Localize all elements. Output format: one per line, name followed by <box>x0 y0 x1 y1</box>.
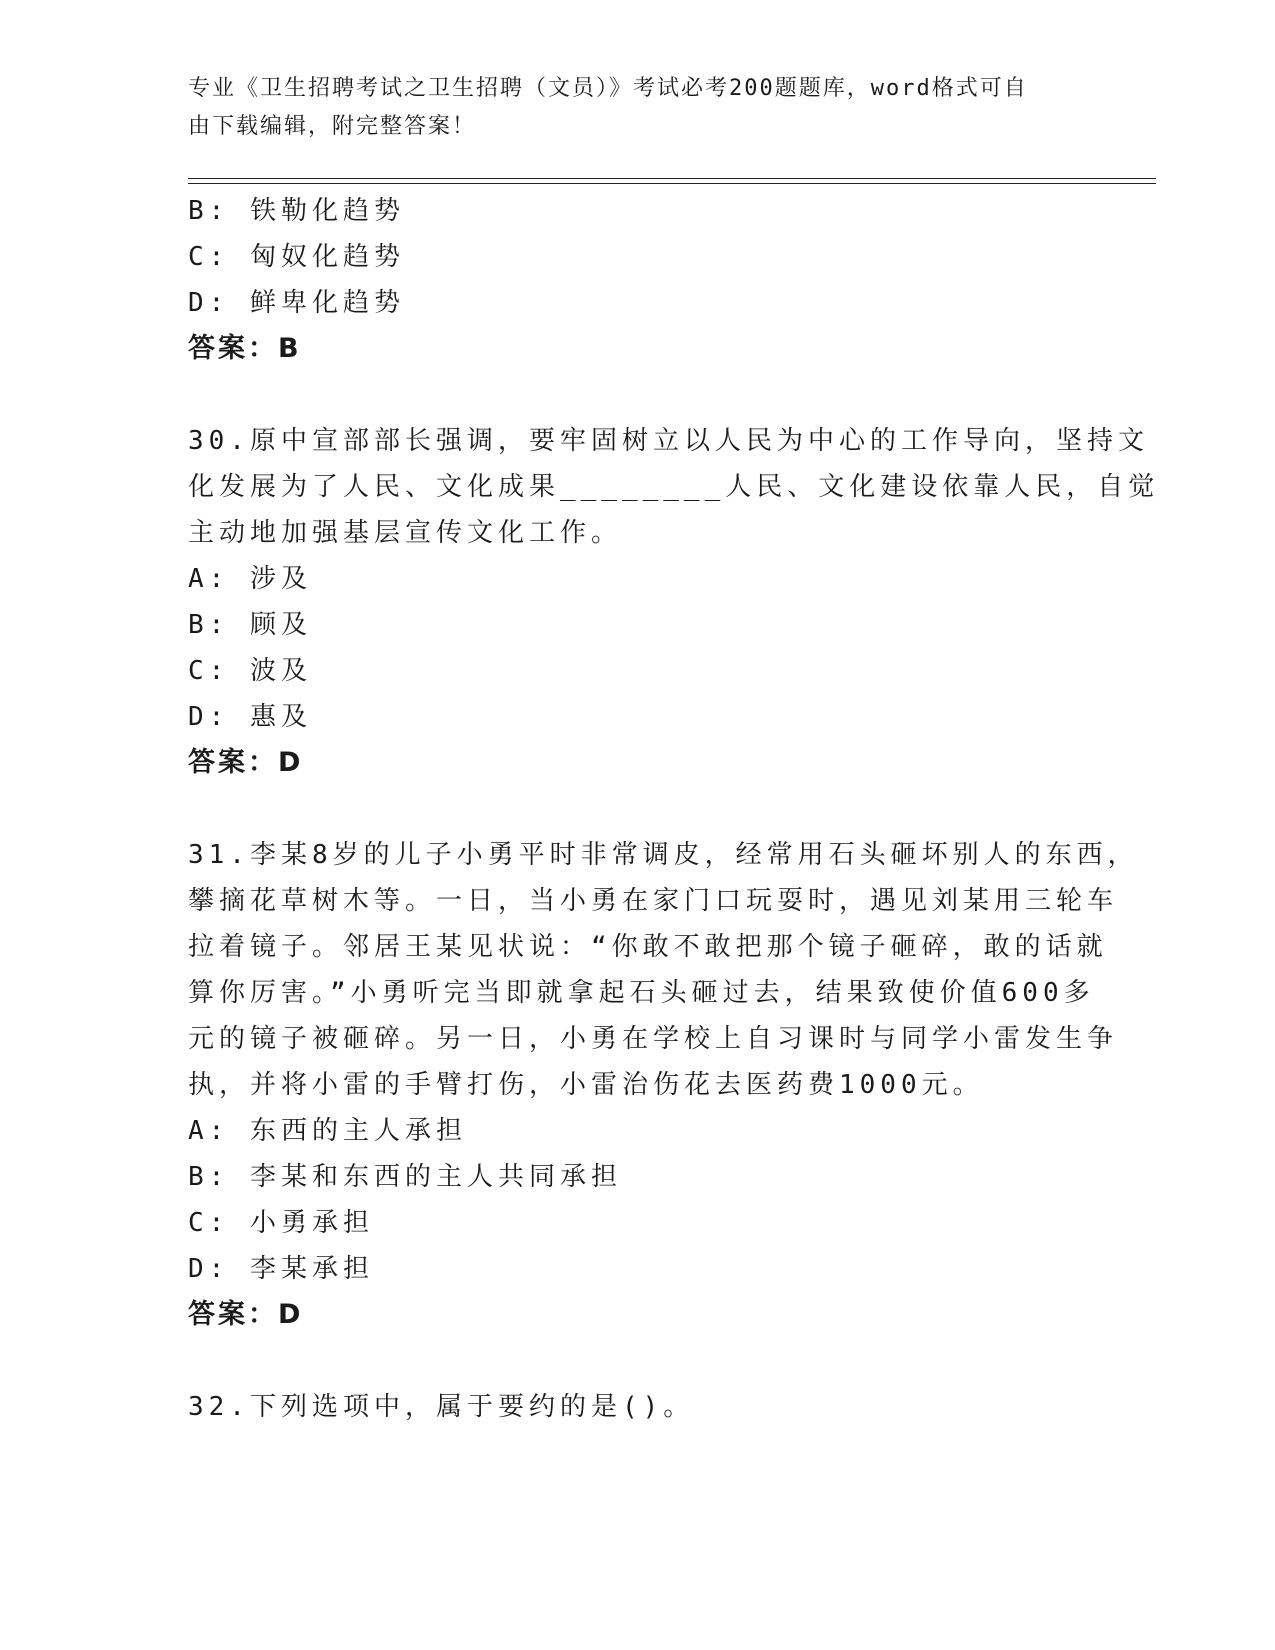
option-b: B: 顾及 <box>188 610 312 640</box>
option-c: C: 波及 <box>188 656 312 686</box>
answer-line: 答案：D <box>188 747 304 778</box>
question-text-line: 30.原中宣部部长强调，要牢固树立以人民为中心的工作导向，坚持文 <box>188 426 1149 456</box>
question-text-line: 拉着镜子。邻居王某见状说：“你敢不敢把那个镜子砸碎，敢的话就 <box>188 932 1108 962</box>
option-b: B: 李某和东西的主人共同承担 <box>188 1162 622 1192</box>
question-text-line: 执，并将小雷的手臂打伤，小雷治伤花去医药费1000元。 <box>188 1070 984 1100</box>
header-divider-top <box>188 178 1156 179</box>
question-text-line: 算你厉害。”小勇听完当即就拿起石头砸过去，结果致使价值600多 <box>188 978 1095 1008</box>
question-text-line: 元的镜子被砸碎。另一日，小勇在学校上自习课时与同学小雷发生争 <box>188 1024 1119 1054</box>
question-text-line: 化发展为了人民、文化成果________人民、文化建设依靠人民，自觉 <box>188 472 1160 502</box>
header-line-2: 由下载编辑，附完整答案！ <box>188 114 477 139</box>
question-32 <box>188 1384 1088 1430</box>
option-c: C: 小勇承担 <box>188 1208 374 1238</box>
spacer <box>188 1338 1088 1384</box>
option-d: D: 鲜卑化趋势 <box>188 288 405 318</box>
question-30 <box>188 418 1160 786</box>
question-content <box>188 188 1160 1430</box>
answer-line: 答案：D <box>188 1299 304 1330</box>
option-b: B: 铁勒化趋势 <box>188 196 405 226</box>
option-a: A: 涉及 <box>188 564 312 594</box>
question-text-line: 32.下列选项中，属于要约的是()。 <box>188 1392 695 1422</box>
option-d: D: 李某承担 <box>188 1254 374 1284</box>
option-a: A: 东西的主人承担 <box>188 1116 467 1146</box>
question-31 <box>188 832 1139 1338</box>
header-line-1: 专业《卫生招聘考试之卫生招聘（文员）》考试必考200题题库，word格式可自 <box>188 76 1028 101</box>
spacer <box>188 786 1088 832</box>
question-text-line: 31.李某8岁的儿子小勇平时非常调皮，经常用石头砸坏别人的东西， <box>188 840 1139 870</box>
header-divider-bottom <box>188 183 1156 184</box>
document-header <box>188 70 1068 146</box>
spacer <box>188 372 1088 418</box>
answer-line: 答案：B <box>188 333 302 364</box>
option-c: C: 匈奴化趋势 <box>188 242 405 272</box>
question-text-line: 主动地加强基层宣传文化工作。 <box>188 518 623 548</box>
question-29-tail <box>188 188 1088 372</box>
question-text-line: 攀摘花草树木等。一日，当小勇在家门口玩耍时，遇见刘某用三轮车 <box>188 886 1119 916</box>
option-d: D: 惠及 <box>188 702 312 732</box>
